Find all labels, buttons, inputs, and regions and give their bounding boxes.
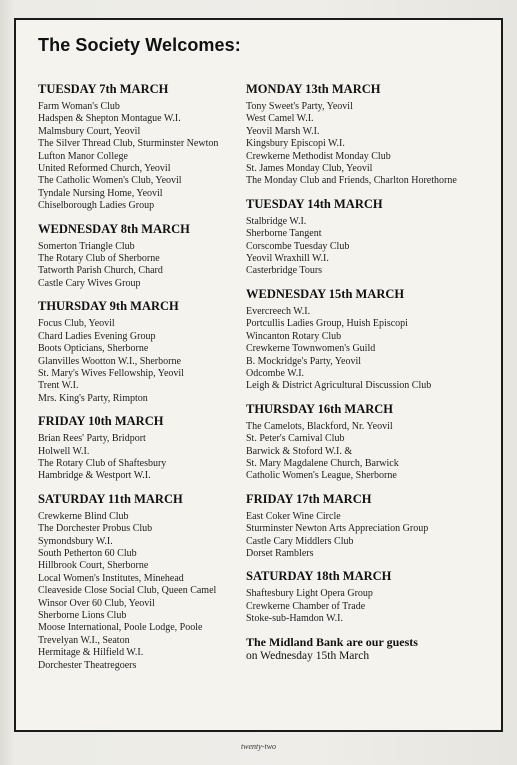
guests-note — [246, 635, 496, 663]
list-item: Sturminster Newton Arts Appreciation Group — [246, 523, 429, 535]
day-heading: WEDNESDAY 8th MARCH — [38, 221, 190, 236]
list-item: Sherborne Tangent — [246, 228, 322, 240]
day-section — [38, 492, 243, 672]
guests-line-2: on Wednesday 15th March — [246, 649, 370, 662]
list-item: Trent W.I. — [38, 380, 79, 392]
list-item: Symondsbury W.I. — [38, 535, 113, 547]
list-item: Chard Ladies Evening Group — [38, 330, 156, 342]
list-item: Castle Cary Middlers Club — [246, 535, 354, 547]
list-item: B. Mockridge's Party, Yeovil — [246, 355, 362, 367]
list-item: Catholic Women's League, Sherborne — [246, 470, 397, 482]
list-item: Sherborne Lions Club — [38, 610, 127, 621]
list-item: Evercreech W.I. — [246, 305, 311, 317]
day-heading: WEDNESDAY 15th MARCH — [246, 286, 405, 301]
list-item: Lufton Manor College — [38, 150, 128, 162]
day-section — [246, 197, 496, 278]
list-item: Shaftesbury Light Opera Group — [246, 588, 373, 600]
day-section — [38, 299, 243, 405]
list-item: Malmsbury Court, Yeovil — [38, 125, 141, 137]
list-item: St. James Monday Club, Yeovil — [246, 163, 373, 175]
list-item: Yeovil Marsh W.I. — [246, 125, 320, 137]
day-section — [38, 222, 243, 291]
list-item: West Camel W.I. — [246, 113, 314, 125]
list-item: The Silver Thread Club, Sturminster Newton — [38, 138, 219, 150]
list-item: The Monday Club and Friends, Charlton Horethorne — [246, 175, 457, 187]
list-item: Casterbridge Tours — [246, 265, 323, 277]
list-item: Winsor Over 60 Club, Yeovil — [38, 597, 155, 609]
list-item: Crewkerne Blind Club — [38, 510, 129, 522]
list-item: Wincanton Rotary Club — [246, 330, 342, 342]
list-item: Focus Club, Yeovil — [38, 318, 115, 330]
list-item: Mrs. King's Party, Rimpton — [38, 392, 148, 404]
day-section — [246, 492, 496, 561]
list-item: Crewkerne Methodist Monday Club — [246, 150, 391, 162]
list-item: Holwell W.I. — [38, 445, 90, 457]
list-item: Hillbrook Court, Sherborne — [38, 560, 149, 572]
list-item: Brian Rees' Party, Bridport — [38, 433, 146, 445]
list-item: Crewkerne Townwomen's Guild — [246, 343, 376, 355]
list-item: East Coker Wine Circle — [246, 510, 341, 522]
list-item: Castle Cary Wives Group — [38, 277, 141, 289]
list-item: St. Mary's Wives Fellowship, Yeovil — [38, 367, 184, 379]
day-section — [38, 82, 243, 213]
list-item: Hambridge & Westport W.I. — [38, 470, 151, 482]
list-item: The Rotary Club of Shaftesbury — [38, 457, 167, 469]
list-item: Dorset Ramblers — [246, 547, 314, 559]
list-item: Yeovil Wraxhill W.I. — [246, 253, 329, 265]
day-heading: SATURDAY 18th MARCH — [246, 569, 392, 584]
list-item: Stalbridge W.I. — [246, 215, 307, 227]
list-item: Local Women's Institutes, Minehead — [38, 572, 184, 584]
list-item: Cleaveside Close Social Club, Queen Camel — [38, 585, 217, 597]
day-section — [246, 82, 496, 188]
list-item: Stoke-sub-Hamdon W.I. — [246, 613, 343, 625]
list-item: St. Mary Magdalene Church, Barwick — [246, 457, 399, 469]
page-number: twenty-two — [240, 742, 277, 751]
list-item: Portcullis Ladies Group, Huish Episcopi — [246, 318, 408, 330]
list-item: Hermitage & Hilfield W.I. — [38, 647, 144, 659]
list-item: Somerton Triangle Club — [38, 240, 135, 252]
list-item: The Catholic Women's Club, Yeovil — [38, 175, 182, 187]
list-item: Crewkerne Chamber of Trade — [246, 600, 366, 612]
day-heading: THURSDAY 9th MARCH — [38, 299, 179, 314]
day-heading: TUESDAY 14th MARCH — [246, 196, 383, 211]
list-item: Tyndale Nursing Home, Yeovil — [38, 187, 163, 199]
list-item: Tatworth Parish Church, Chard — [38, 265, 163, 277]
list-item: Odcombe W.I. — [246, 367, 305, 379]
list-item: Dorchester Theatregoers — [38, 659, 137, 671]
day-section — [246, 402, 496, 483]
list-item: Glanvilles Wootton W.I., Sherborne — [38, 355, 181, 367]
list-item: St. Peter's Carnival Club — [246, 433, 345, 445]
list-item: Corscombe Tuesday Club — [246, 240, 350, 252]
day-section — [246, 569, 496, 625]
left-column — [38, 82, 243, 681]
day-section — [246, 287, 496, 393]
list-item: Trevelyan W.I., Seaton — [38, 634, 130, 646]
list-item: The Dorchester Probus Club — [38, 523, 153, 535]
list-item: South Petherton 60 Club — [38, 547, 137, 559]
page-title: The Society Welcomes: — [38, 35, 241, 55]
welcome-box — [14, 18, 503, 732]
day-heading: TUESDAY 7th MARCH — [38, 82, 169, 96]
day-heading: MONDAY 13th MARCH — [246, 82, 381, 96]
list-item: Chiselborough Ladies Group — [38, 200, 155, 212]
list-item: Moose International, Poole Lodge, Poole — [38, 622, 203, 634]
day-heading: SATURDAY 11th MARCH — [38, 491, 183, 506]
list-item: United Reformed Church, Yeovil — [38, 163, 171, 175]
day-heading: FRIDAY 17th MARCH — [246, 491, 372, 506]
list-item: Boots Opticians, Sherborne — [38, 343, 149, 355]
guests-line-1: The Midland Bank are our guests — [246, 634, 418, 649]
list-item: Kingsbury Episcopi W.I. — [246, 138, 345, 150]
list-item: Hadspen & Shepton Montague W.I. — [38, 113, 181, 125]
day-heading: FRIDAY 10th MARCH — [38, 414, 164, 429]
list-item: The Rotary Club of Sherborne — [38, 253, 160, 265]
day-section — [38, 414, 243, 483]
right-column — [246, 82, 496, 663]
list-item: Barwick & Stoford W.I. & — [246, 445, 353, 457]
list-item: Tony Sweet's Party, Yeovil — [246, 101, 353, 112]
list-item: The Camelots, Blackford, Nr. Yeovil — [246, 420, 393, 432]
day-heading: THURSDAY 16th MARCH — [246, 401, 394, 416]
list-item: Leigh & District Agricultural Discussion Club — [246, 380, 432, 392]
list-item: Farm Woman's Club — [38, 101, 120, 112]
